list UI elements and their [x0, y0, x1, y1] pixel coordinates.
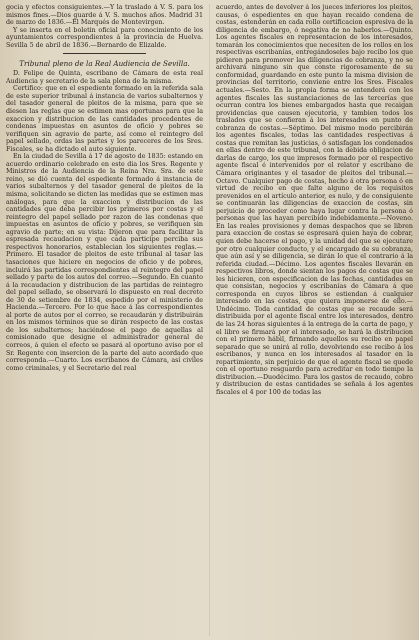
opening-paragraph: gocia y efectos consiguientes.—Y la traslado á V. S. para los mismos fines.—Dios guarde á V. S. muchos años. Madrid 31 de marzo de 1836.—El Marqués de Montevirgen. — [6, 4, 203, 27]
certifier-paragraph: D. Felipe de Quinta, escribano de Cámara de esta real Audiencia y secretario de la sala plena de la misma. — [6, 70, 203, 85]
decree-paragraph: En la ciudad de Sevilla á 17 de agosto de 1835: estando en acuerdo ordinario celebrado en este dia los Sres. Regente y Ministros de la Audiencia de la Reina Nra. Sra. de este reino, se dió cuenta del espediente formado á instancia de varios subalternos y del tasador general de pleitos de la misma, solicitando se dicten las medidas que se estimen mas análogas, para que la exaccion y distribucion de las cantidades que deba percibir los primeros por costas y el reintegro del papel sellado por razon de las condenas que impuestas en asuntos de oficio y pobres, se verifiquen sin agravio de parte; en su vista: Dijeron que para facilitar la espresada recaudacion y que cada participe perciba sus respectivos honorarios, establecian los siguientes reglas.—Primero. El tasador de pleitos de este tribunal al tasar las tasaciones que hiciere en negocios de oficio y de pobres, incluirá las partidas correspondientes al reintegro del papel sellado y parte de los autos del correo.—Segundo. En cuanto á la recaudacion y distribucion de las partidas de reintegro del papel sellado, se observará lo dispuesto en real decreto de 30 de setiembre de 1834, espedido por el ministerio de Hacienda.—Tercero. Por lo que hace á las correspondientes al porte de autos por el correo, se recaudarán y distribuirán en los mismos términos que se dirán respecto de las costas de los subalternos; haciéndose el pago de aquellas al comisionado que designe el administrador general de correos, á quien el efecto se pasará al oportuno aviso por el Sr. Regente con insercion de la parte del auto acordado que corresponda.—Cuarto. Los escribanos de Cámara, así civiles como criminales, y el Secretario del real — [6, 153, 203, 372]
section-heading: Tribunal pleno de la Real Audiencia de Sevilla. — [19, 59, 190, 69]
publication-notice: Y se inserta en el boletin oficial para conocimiento de los ayuntamientos correspondientes á la provincia de Huelva. Sevilla 5 de abril de 1836.—Bernardo de Elizalde. — [6, 26, 203, 49]
column-gutter — [209, 4, 210, 636]
right-column — [216, 4, 413, 636]
section-divider — [63, 53, 146, 54]
continued-paragraph: acuerdo, antes de devolver á los jueces inferiores los pleitos, causas, ó espedientes en que hayan recaido condena de costas, estenderán en cada rollo certificacion espresiva de la diligencia de embargo, ó negativa de no haberlos.—Quinto. Los agentes fiscales en representacion de los interesados, tomarán los conocimientos que necesiten de los rollos en los respectivas escribanías, entregándoseles bajo recibo los que pidieren para promover las diligencias de cobranza, y no se archivará ninguno sin que conste rigorosamente de su conformidad, guardando en este punto la misma division de provincias del territorio, conviene entre los Sres. Fiscales actuales.—Sesto. En la propia forma se entenderá con los agentes fiscales las sustanciaciones de las tercerías que ocurran contra los bienes embargados hasta que recaigan providencias que causen ejecutoria, y tambien todos los traslados que se confieran á los interesados en punto de cobranza de costas.—Séptimo. Del mismo modo percibirán los agentes fiscales, todas las cantidades respectivas á costas que remitan las justicias, ó satisfagan los condenados en ellas dentro de este tribunal, con la debida obligacion de darlas de cargo, los que impresos formado por el respectivo agente fiscal é intervenidos por el relator y escribano de Cámara originantes y el tasador de pleitos del tribunal.—Octavo. Cualquier pago de costas, hecho á otra persona ó en virtud de recibo en que falte alguno de los requisitos prevenidos en el artículo anterior, es nulo, y de consiguiente se continuarán las diligencias de exaccion de costas, sin perjuicio de proceder como haya lugar contra la persona ó personas que las hayan percibido indebidamente.—Noveno. En las reales provisiones y demas despachos que se libren para exaccion de costas se espresará quien haya de cobrar, quien debe hacerse el pago, y la unidad del que se ejecutare por otro cualquier conducto, y el encargado de su cobranza, que aún así y se diligencia, se dirán lo que el contrario á la referida ciudad.—Décimo. Los agentes fiscales llevarán en respectivos libros, donde sientan los pagos de costas que se les hicieren, con especificacion de las fechas, cantidades en que consistan, negocios y escribanías de Cámara á que corresponda en cuyos libros se estiendan á cualquier interesado en las costas, que quiera imponerse de ello.—Undécimo. Toda cantidad de costas que se recaude será distribuida por el agente fiscal entre los interesados, dentro de las 24 horas siguientes á la entrega de la carta de pago, y el libro se firmará por el interesado, se hará la distribucion con el primero hábil, firmando aquellos su recibo en papel separado que se unirá al rollo, devolviendo ese recibo á los escribanos, y nunca en los interesados al tasador en la repartimiento, sin perjuicio de que el agente fiscal se quede con el oportuno resguardo para acreditar en todo tiempo la distribucion.—Duodécimo. Para los gastos de recaudo, cobro y distribucion de estas cantidades se señala á los agentes fiscales el 4 por 100 de todas las — [216, 4, 413, 396]
certification-paragraph: Certifico: que en el espediente formado en la referida sala de este superior tribunal á instancia de varios subalternos y del tasador general de pleitos de la misma, para que se diesen las reglas que se estimen mas oportunas para que la exaccion y distribucion de las cantidades procedentes de condenas impuestas en asuntos de oficio y pobres se verifiquen sin agravio de parte, así como el reintegro del papel sellado, ordas las partes y los pareceres de los Sres. Fiscales, se ha dictado el auto siguiente. — [6, 85, 203, 153]
left-column — [6, 4, 203, 636]
